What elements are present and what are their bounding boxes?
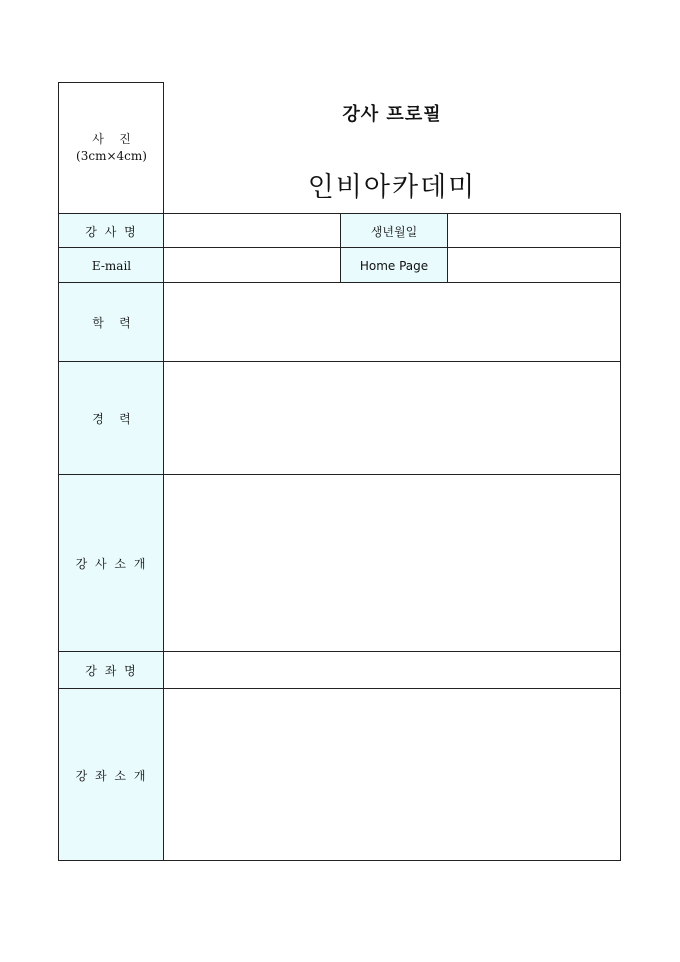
border-photo-top <box>58 82 164 83</box>
photo-box <box>59 82 164 213</box>
border-outer-left <box>58 82 59 861</box>
document-title: 강사 프로필 <box>342 104 442 125</box>
value-course-intro[interactable] <box>164 689 620 861</box>
label-course-name: 강 좌 명 <box>59 652 164 689</box>
value-instructor-name[interactable] <box>164 214 340 248</box>
border-mid-left <box>340 213 341 283</box>
border-row-intro <box>58 474 621 475</box>
label-course-intro: 강 좌 소 개 <box>59 689 164 861</box>
academy-name: 인비아카데미 <box>307 172 477 203</box>
label-instructor-name: 강 사 명 <box>59 214 164 248</box>
border-outer-right <box>620 213 621 861</box>
label-instructor-intro: 강 사 소 개 <box>59 475 164 652</box>
value-instructor-intro[interactable] <box>164 475 620 652</box>
border-row-career <box>58 361 621 362</box>
value-course-name[interactable] <box>164 652 620 689</box>
value-email[interactable] <box>164 248 340 283</box>
label-homepage: Home Page <box>340 248 448 283</box>
value-birthdate[interactable] <box>448 214 620 248</box>
label-career: 경 력 <box>59 362 164 475</box>
border-label-column <box>163 82 164 861</box>
label-birthdate: 생년월일 <box>340 214 448 248</box>
border-row-course-intro <box>58 688 621 689</box>
photo-label: 사 진 <box>92 131 131 146</box>
photo-size: (3cm×4cm) <box>76 148 147 163</box>
value-career[interactable] <box>164 362 620 475</box>
border-mid-right <box>447 213 448 283</box>
border-bottom <box>58 860 621 861</box>
value-education[interactable] <box>164 283 620 362</box>
label-email: E-mail <box>59 248 164 283</box>
border-row-course-name <box>58 651 621 652</box>
value-homepage[interactable] <box>448 248 620 283</box>
label-education: 학 력 <box>59 283 164 362</box>
